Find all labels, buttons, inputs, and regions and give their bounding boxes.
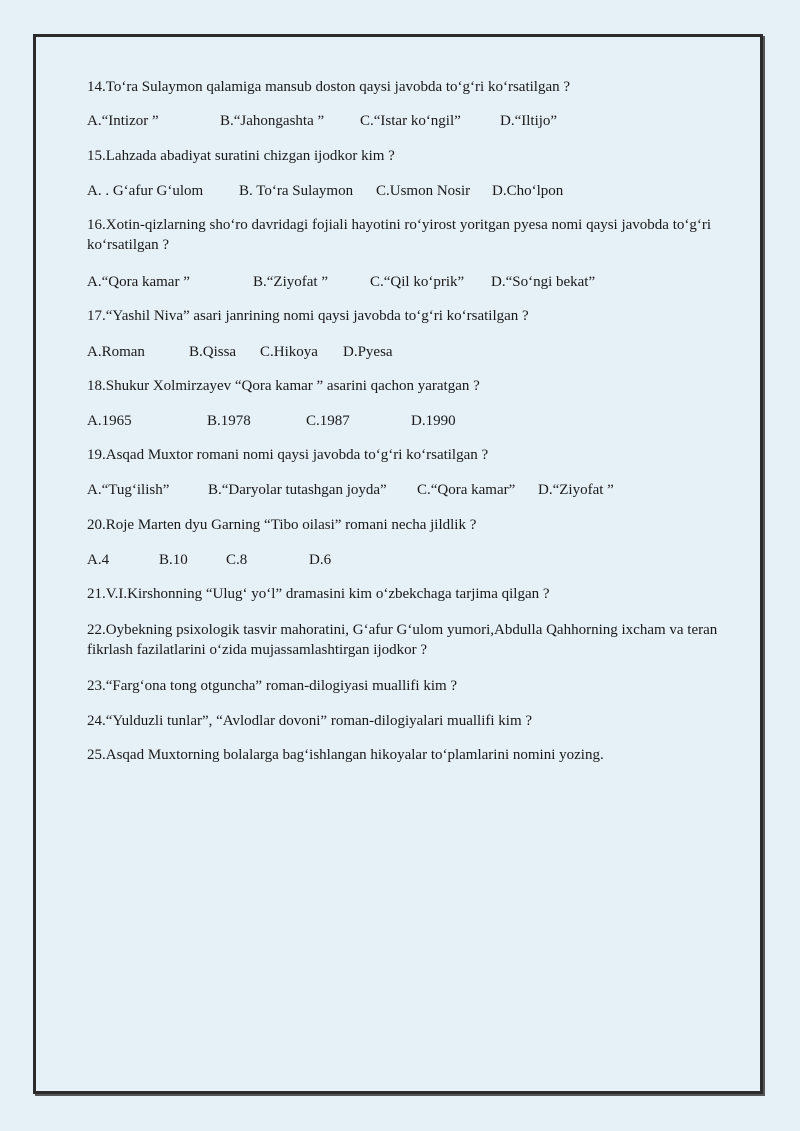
- option-d: D.Pyesa: [343, 344, 393, 360]
- option-c: C.“Istar ko‘ngil”: [360, 113, 461, 129]
- option-a: A.“Qora kamar ”: [87, 274, 190, 290]
- open-question: 25.Asqad Muxtorning bolalarga bag‘ishlangan hikoyalar to‘plamlarini nomini yozing.: [87, 747, 604, 763]
- question-text: 14.To‘ra Sulaymon qalamiga mansub doston qaysi javobda to‘g‘ri ko‘rsatilgan ?: [87, 79, 571, 95]
- question-text: 18.Shukur Xolmirzayev “Qora kamar ” asarini qachon yaratgan ?: [87, 378, 480, 394]
- option-a: A.1965: [87, 413, 132, 429]
- open-question: 22.Oybekning psixologik tasvir mahoratini, G‘afur G‘ulom yumori,Abdulla Qahhorning ixcham va teran fikrlash fazilatlarini o‘zida mujassamlashtirgan ijodkor ?: [87, 622, 718, 658]
- option-c: C.8: [226, 552, 248, 568]
- page-frame: [33, 34, 763, 1094]
- option-a: A.“Tug‘ilish”: [87, 482, 170, 498]
- option-d: D.1990: [411, 413, 456, 429]
- open-question: 23.“Farg‘ona tong otguncha” roman-dilogiyasi muallifi kim ?: [87, 678, 458, 694]
- option-a: A. . G‘afur G‘ulom: [87, 183, 204, 199]
- option-b: B.“Daryolar tutashgan joyda”: [208, 482, 387, 498]
- option-d: D.Cho‘lpon: [492, 183, 564, 199]
- question-options: [87, 550, 331, 570]
- question-text: 19.Asqad Muxtor romani nomi qaysi javobda to‘g‘ri ko‘rsatilgan ?: [87, 447, 489, 463]
- option-d: D.6: [309, 552, 332, 568]
- question-text: 17.“Yashil Niva” asari janrining nomi qaysi javobda to‘g‘ri ko‘rsatilgan ?: [87, 308, 529, 324]
- question-options: [87, 411, 456, 431]
- question-options: [87, 342, 393, 362]
- option-c: C.Hikoya: [260, 344, 318, 360]
- option-a: A.4: [87, 552, 110, 568]
- option-b: B. To‘ra Sulaymon: [239, 183, 354, 199]
- option-d: D.“Ziyofat ”: [538, 482, 614, 498]
- option-c: C.1987: [306, 413, 350, 429]
- question-text: 20.Roje Marten dyu Garning “Tibo oilasi” romani necha jildlik ?: [87, 517, 477, 533]
- option-d: D.“Iltijo”: [500, 113, 558, 129]
- option-b: B.10: [159, 552, 188, 568]
- question-options: [87, 181, 563, 201]
- option-c: C.“Qora kamar”: [417, 482, 516, 498]
- option-c: C.“Qil ko‘prik”: [370, 274, 465, 290]
- question-text: 16.Xotin-qizlarning sho‘ro davridagi fojiali hayotini ro‘yirost yoritgan pyesa nomi qaysi javobda to‘g‘ri ko‘rsatilgan ?: [87, 217, 712, 253]
- option-a: A.“Intizor ”: [87, 113, 159, 129]
- open-question: 21.V.I.Kirshonning “Ulug‘ yo‘l” dramasini kim o‘zbekchaga tarjima qilgan ?: [87, 586, 550, 602]
- question-options: [87, 111, 557, 131]
- option-b: B.“Jahongashta ”: [220, 113, 325, 129]
- option-a: A.Roman: [87, 344, 145, 360]
- question-options: [87, 480, 614, 500]
- option-c: C.Usmon Nosir: [376, 183, 471, 199]
- option-b: B.“Ziyofat ”: [253, 274, 328, 290]
- open-question: 24.“Yulduzli tunlar”, “Avlodlar dovoni” roman-dilogiyalari muallifi kim ?: [87, 713, 533, 729]
- option-b: B.1978: [207, 413, 251, 429]
- question-text: 15.Lahzada abadiyat suratini chizgan ijodkor kim ?: [87, 148, 395, 164]
- question-options: [87, 272, 595, 292]
- option-b: B.Qissa: [189, 344, 237, 360]
- option-d: D.“So‘ngi bekat”: [491, 274, 596, 290]
